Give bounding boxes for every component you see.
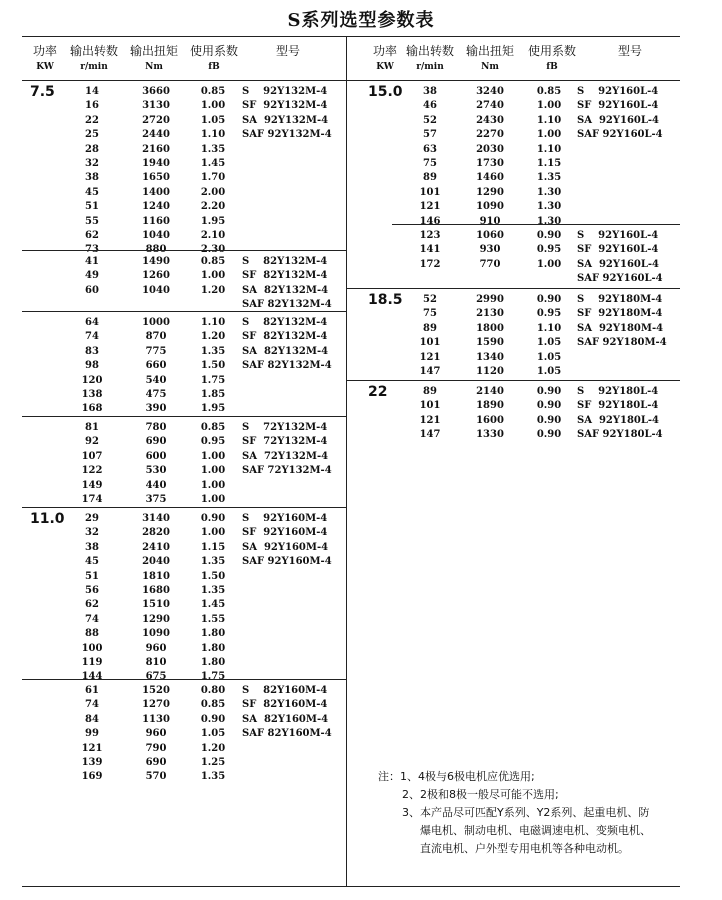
model-cell: SF 92Y180L-4 [577, 400, 659, 412]
model-cell: SA 92Y160L-4 [577, 114, 660, 126]
block-separator [347, 288, 680, 289]
header-speed: 输出转数 [69, 44, 118, 58]
torque-cell: 2040 [142, 556, 170, 568]
speed-cell: 89 [423, 322, 437, 334]
speed-cell: 74 [85, 331, 99, 343]
fb-cell: 0.90 [536, 429, 562, 441]
torque-cell: 1590 [476, 337, 504, 349]
torque-cell: 530 [145, 465, 167, 477]
speed-cell: 89 [423, 172, 437, 184]
page-title: S系列选型参数表 [287, 10, 435, 31]
fb-cell: 1.80 [200, 642, 226, 654]
torque-cell: 390 [145, 403, 167, 415]
fb-cell: 0.85 [200, 256, 226, 267]
torque-cell: 690 [145, 757, 167, 768]
speed-cell: 14 [85, 86, 99, 97]
fb-cell: 1.20 [200, 331, 226, 343]
fb-cell: 1.50 [200, 360, 226, 372]
header-type: 型号 [617, 44, 642, 58]
torque-cell: 1600 [476, 414, 504, 426]
speed-cell: 144 [81, 671, 103, 683]
header-speed-unit: r/min [416, 62, 444, 72]
speed-cell: 147 [419, 429, 441, 441]
torque-cell: 880 [145, 244, 167, 256]
torque-cell: 3240 [476, 86, 504, 97]
torque-cell: 1290 [476, 186, 504, 198]
fb-cell: 1.80 [200, 657, 226, 668]
torque-cell: 1650 [142, 172, 170, 184]
model-cell: SA 82Y132M-4 [242, 284, 329, 296]
speed-cell: 120 [81, 374, 103, 386]
torque-cell: 1680 [142, 585, 170, 596]
torque-cell: 1890 [476, 400, 504, 412]
model-cell: SA 72Y132M-4 [242, 450, 329, 462]
torque-cell: 1940 [142, 158, 170, 169]
speed-cell: 62 [85, 599, 99, 611]
torque-cell: 1730 [476, 158, 504, 169]
fb-cell: 1.00 [200, 494, 226, 505]
fb-cell: 1.70 [200, 172, 226, 184]
torque-cell: 2440 [142, 129, 170, 141]
fb-cell: 1.35 [200, 345, 226, 357]
torque-cell: 1270 [142, 699, 170, 711]
torque-cell: 1800 [476, 322, 504, 334]
fb-cell: 1.10 [536, 114, 562, 126]
bottom-rule [22, 886, 680, 887]
speed-cell: 45 [85, 556, 99, 568]
model-cell: S 92Y180L-4 [577, 386, 659, 397]
speed-cell: 56 [85, 585, 99, 596]
fb-cell: 1.10 [536, 143, 562, 155]
torque-cell: 1810 [142, 570, 170, 582]
fb-cell: 1.00 [200, 527, 226, 539]
fb-cell: 1.75 [200, 374, 226, 386]
fb-cell: 1.05 [536, 337, 562, 349]
speed-cell: 84 [85, 713, 99, 725]
fb-cell: 1.30 [536, 215, 562, 227]
torque-cell: 690 [145, 436, 167, 448]
speed-cell: 168 [81, 403, 103, 415]
fb-cell: 1.95 [200, 403, 226, 415]
note-line-4: 爆电机、制动电机、电磁调速电机、变频电机、 [420, 824, 651, 837]
fb-cell: 1.35 [200, 585, 226, 596]
speed-cell: 141 [419, 244, 441, 256]
torque-cell: 1490 [142, 256, 170, 267]
fb-cell: 1.75 [200, 671, 226, 683]
model-cell: SAF 92Y160M-4 [242, 556, 332, 568]
fb-cell: 1.00 [200, 270, 226, 282]
torque-cell: 3130 [142, 100, 170, 112]
fb-cell: 1.00 [200, 450, 226, 462]
torque-cell: 1340 [476, 351, 504, 363]
fb-cell: 2.00 [200, 186, 226, 198]
speed-cell: 32 [85, 158, 99, 169]
speed-cell: 16 [85, 100, 99, 112]
fb-cell: 2.30 [200, 244, 226, 256]
block-separator [392, 224, 680, 225]
speed-cell: 32 [85, 527, 99, 539]
torque-cell: 540 [145, 374, 167, 386]
speed-cell: 51 [85, 201, 99, 213]
power-value: 11.0 [30, 511, 65, 527]
torque-cell: 1000 [142, 317, 170, 328]
power-value: 7.5 [30, 84, 55, 100]
torque-cell: 2270 [476, 129, 504, 141]
fb-cell: 1.05 [536, 351, 562, 363]
fb-cell: 1.30 [536, 201, 562, 213]
speed-cell: 75 [423, 158, 437, 169]
header-torque: 输出扭矩 [129, 44, 178, 58]
model-cell: SA 92Y180L-4 [577, 414, 660, 426]
model-cell: SAF 92Y160L-4 [577, 129, 663, 141]
speed-cell: 75 [423, 308, 437, 320]
fb-cell: 0.95 [536, 308, 562, 320]
speed-cell: 99 [85, 728, 99, 740]
model-cell: SF 82Y132M-4 [242, 331, 328, 343]
model-cell: SAF 82Y132M-4 [242, 299, 332, 311]
fb-cell: 1.35 [200, 556, 226, 568]
model-cell: SA 92Y160L-4 [577, 258, 660, 270]
speed-cell: 138 [81, 389, 103, 400]
fb-cell: 1.20 [200, 742, 226, 754]
fb-cell: 1.35 [200, 143, 226, 155]
torque-cell: 1520 [142, 685, 170, 696]
torque-cell: 1290 [142, 613, 170, 625]
speed-cell: 52 [423, 114, 437, 126]
fb-cell: 1.80 [200, 628, 226, 640]
model-cell: SF 92Y160L-4 [577, 244, 659, 256]
speed-cell: 38 [85, 541, 99, 553]
fb-cell: 1.10 [536, 322, 562, 334]
torque-cell: 960 [145, 728, 167, 740]
speed-cell: 28 [85, 143, 99, 155]
torque-cell: 775 [145, 345, 167, 357]
torque-cell: 1510 [142, 599, 170, 611]
fb-cell: 1.55 [200, 613, 226, 625]
speed-cell: 25 [85, 129, 99, 141]
speed-cell: 119 [81, 657, 103, 668]
note-line-5: 直流电机、户外型专用电机等各种电动机。 [420, 842, 629, 855]
fb-cell: 0.90 [200, 513, 226, 524]
torque-cell: 1260 [142, 270, 170, 282]
speed-cell: 172 [419, 258, 441, 270]
fb-cell: 1.00 [200, 465, 226, 477]
header-fb-unit: fB [546, 62, 558, 72]
speed-cell: 22 [85, 114, 99, 126]
speed-cell: 121 [81, 742, 103, 754]
torque-cell: 3140 [142, 513, 170, 524]
speed-cell: 121 [419, 201, 441, 213]
model-cell: SAF 72Y132M-4 [242, 465, 332, 477]
block-separator [347, 380, 680, 381]
torque-cell: 1040 [142, 284, 170, 296]
speed-cell: 174 [81, 494, 103, 505]
torque-cell: 1090 [142, 628, 170, 640]
model-cell: S 82Y132M-4 [242, 317, 328, 328]
speed-cell: 63 [423, 143, 437, 155]
model-cell: SA 92Y132M-4 [242, 114, 329, 126]
header-top-rule [22, 36, 680, 37]
torque-cell: 440 [145, 479, 167, 491]
fb-cell: 1.35 [200, 771, 226, 783]
speed-cell: 121 [419, 351, 441, 363]
fb-cell: 0.90 [536, 230, 562, 241]
torque-cell: 2820 [142, 527, 170, 539]
fb-cell: 1.85 [200, 389, 226, 400]
header-torque-unit: Nm [145, 62, 163, 72]
fb-cell: 0.85 [200, 422, 226, 433]
torque-cell: 2990 [476, 294, 504, 305]
header-bottom-rule-right [347, 80, 680, 81]
speed-cell: 101 [419, 337, 441, 349]
torque-cell: 1040 [142, 230, 170, 241]
fb-cell: 1.10 [200, 129, 226, 141]
power-value: 18.5 [368, 292, 403, 308]
fb-cell: 0.80 [200, 685, 226, 696]
fb-cell: 1.45 [200, 599, 226, 611]
model-cell: S 82Y160M-4 [242, 685, 328, 696]
speed-cell: 92 [85, 436, 99, 448]
speed-cell: 49 [85, 270, 99, 282]
block-separator [22, 250, 346, 251]
header-type: 型号 [275, 44, 300, 58]
speed-cell: 101 [419, 400, 441, 412]
header-power: 功率 [32, 44, 57, 58]
speed-cell: 41 [85, 256, 99, 267]
speed-cell: 146 [419, 215, 441, 227]
torque-cell: 2740 [476, 100, 504, 112]
model-cell: S 92Y160L-4 [577, 230, 659, 241]
torque-cell: 790 [145, 742, 167, 754]
block-separator [22, 507, 346, 508]
speed-cell: 60 [85, 284, 99, 296]
header-power: 功率 [372, 44, 397, 58]
speed-cell: 62 [85, 230, 99, 241]
torque-cell: 1160 [142, 215, 170, 227]
fb-cell: 0.85 [536, 86, 562, 97]
torque-cell: 375 [145, 494, 167, 505]
torque-cell: 2160 [142, 143, 170, 155]
torque-cell: 780 [145, 422, 167, 433]
torque-cell: 475 [145, 389, 167, 400]
speed-cell: 74 [85, 613, 99, 625]
speed-cell: 52 [423, 294, 437, 305]
torque-cell: 960 [145, 642, 167, 654]
fb-cell: 1.00 [200, 100, 226, 112]
speed-cell: 83 [85, 345, 99, 357]
note-line-3: 3、本产品尽可匹配Y系列、Y2系列、起重电机、防 [402, 806, 650, 819]
torque-cell: 2140 [476, 386, 504, 397]
speed-cell: 101 [419, 186, 441, 198]
fb-cell: 1.15 [200, 541, 226, 553]
model-cell: SA 82Y160M-4 [242, 713, 329, 725]
torque-cell: 910 [479, 215, 501, 227]
model-cell: SF 92Y160L-4 [577, 100, 659, 112]
torque-cell: 2720 [142, 114, 170, 126]
fb-cell: 1.20 [200, 284, 226, 296]
model-cell: SF 92Y180M-4 [577, 308, 663, 320]
torque-cell: 1400 [142, 186, 170, 198]
torque-cell: 1090 [476, 201, 504, 213]
fb-cell: 1.00 [536, 129, 562, 141]
fb-cell: 0.90 [536, 414, 562, 426]
model-cell: S 92Y180M-4 [577, 294, 663, 305]
torque-cell: 870 [145, 331, 167, 343]
fb-cell: 0.90 [536, 386, 562, 397]
torque-cell: 2410 [142, 541, 170, 553]
model-cell: SAF 82Y160M-4 [242, 728, 332, 740]
torque-cell: 660 [145, 360, 167, 372]
torque-cell: 1330 [476, 429, 504, 441]
fb-cell: 1.45 [200, 158, 226, 169]
fb-cell: 1.05 [536, 366, 562, 377]
speed-cell: 57 [423, 129, 437, 141]
speed-cell: 149 [81, 479, 103, 491]
model-cell: SF 82Y132M-4 [242, 270, 328, 282]
model-cell: SAF 92Y180M-4 [577, 337, 667, 349]
header-speed: 输出转数 [405, 44, 454, 58]
fb-cell: 2.20 [200, 201, 226, 213]
speed-cell: 98 [85, 360, 99, 372]
header-torque-unit: Nm [481, 62, 499, 72]
torque-cell: 600 [145, 450, 167, 462]
speed-cell: 51 [85, 570, 99, 582]
model-cell: SA 92Y180M-4 [577, 322, 664, 334]
power-value: 15.0 [368, 84, 403, 100]
note-line-1: 注：1、4极与6极电机应优选用; [378, 770, 535, 783]
header-bottom-rule-left [22, 80, 346, 81]
center-divider [346, 36, 347, 886]
fb-cell: 1.50 [200, 570, 226, 582]
torque-cell: 2130 [476, 308, 504, 320]
speed-cell: 139 [81, 757, 103, 768]
speed-cell: 100 [81, 642, 103, 654]
fb-cell: 0.85 [200, 86, 226, 97]
speed-cell: 81 [85, 422, 99, 433]
model-cell: S 72Y132M-4 [242, 422, 328, 433]
torque-cell: 1240 [142, 201, 170, 213]
speed-cell: 61 [85, 685, 99, 696]
header-fb: 使用系数 [527, 44, 576, 58]
speed-cell: 122 [81, 465, 103, 477]
torque-cell: 1120 [476, 366, 504, 377]
torque-cell: 570 [145, 771, 167, 783]
torque-cell: 675 [145, 671, 167, 683]
fb-cell: 1.00 [200, 479, 226, 491]
model-cell: S 82Y132M-4 [242, 256, 328, 267]
torque-cell: 2430 [476, 114, 504, 126]
fb-cell: 0.90 [536, 294, 562, 305]
header-torque: 输出扭矩 [465, 44, 514, 58]
fb-cell: 0.90 [200, 713, 226, 725]
torque-cell: 1130 [142, 713, 170, 725]
speed-cell: 64 [85, 317, 99, 328]
speed-cell: 123 [419, 230, 441, 241]
speed-cell: 38 [423, 86, 437, 97]
model-cell: SAF 92Y180L-4 [577, 429, 663, 441]
model-cell: SA 92Y160M-4 [242, 541, 329, 553]
note-line-2: 2、2极和8极一般尽可能不选用; [402, 788, 559, 801]
torque-cell: 1460 [476, 172, 504, 184]
speed-cell: 73 [85, 244, 99, 256]
torque-cell: 2030 [476, 143, 504, 155]
torque-cell: 810 [145, 657, 167, 668]
fb-cell: 2.10 [200, 230, 226, 241]
model-cell: SAF 92Y160L-4 [577, 273, 663, 285]
speed-cell: 121 [419, 414, 441, 426]
fb-cell: 1.00 [536, 100, 562, 112]
torque-cell: 3660 [142, 86, 170, 97]
speed-cell: 89 [423, 386, 437, 397]
fb-cell: 1.30 [536, 186, 562, 198]
model-cell: SF 92Y160M-4 [242, 527, 328, 539]
model-cell: SF 72Y132M-4 [242, 436, 328, 448]
block-separator [22, 311, 346, 312]
fb-cell: 1.95 [200, 215, 226, 227]
speed-cell: 74 [85, 699, 99, 711]
block-separator [22, 679, 346, 680]
header-speed-unit: r/min [80, 62, 108, 72]
fb-cell: 0.85 [200, 699, 226, 711]
model-cell: SA 82Y132M-4 [242, 345, 329, 357]
speed-cell: 45 [85, 186, 99, 198]
model-cell: SF 82Y160M-4 [242, 699, 328, 711]
model-cell: S 92Y160M-4 [242, 513, 328, 524]
model-cell: SAF 92Y132M-4 [242, 129, 332, 141]
fb-cell: 1.00 [536, 258, 562, 270]
speed-cell: 55 [85, 215, 99, 227]
speed-cell: 169 [81, 771, 103, 783]
torque-cell: 770 [479, 258, 501, 270]
header-power-unit: KW [376, 62, 394, 72]
speed-cell: 46 [423, 100, 437, 112]
model-cell: SF 92Y132M-4 [242, 100, 328, 112]
fb-cell: 1.35 [536, 172, 562, 184]
fb-cell: 1.25 [200, 757, 226, 768]
fb-cell: 1.15 [536, 158, 562, 169]
model-cell: S 92Y132M-4 [242, 86, 328, 97]
model-cell: SAF 82Y132M-4 [242, 360, 332, 372]
fb-cell: 1.05 [200, 114, 226, 126]
speed-cell: 88 [85, 628, 99, 640]
fb-cell: 0.95 [200, 436, 226, 448]
fb-cell: 0.95 [536, 244, 562, 256]
header-fb: 使用系数 [189, 44, 238, 58]
torque-cell: 930 [479, 244, 501, 256]
torque-cell: 1060 [476, 230, 504, 241]
block-separator [22, 416, 346, 417]
header-power-unit: KW [36, 62, 54, 72]
fb-cell: 1.10 [200, 317, 226, 328]
header-fb-unit: fB [208, 62, 220, 72]
speed-cell: 29 [85, 513, 99, 524]
speed-cell: 107 [81, 450, 103, 462]
power-value: 22 [368, 384, 388, 400]
fb-cell: 0.90 [536, 400, 562, 412]
fb-cell: 1.05 [200, 728, 226, 740]
speed-cell: 38 [85, 172, 99, 184]
model-cell: S 92Y160L-4 [577, 86, 659, 97]
speed-cell: 147 [419, 366, 441, 377]
